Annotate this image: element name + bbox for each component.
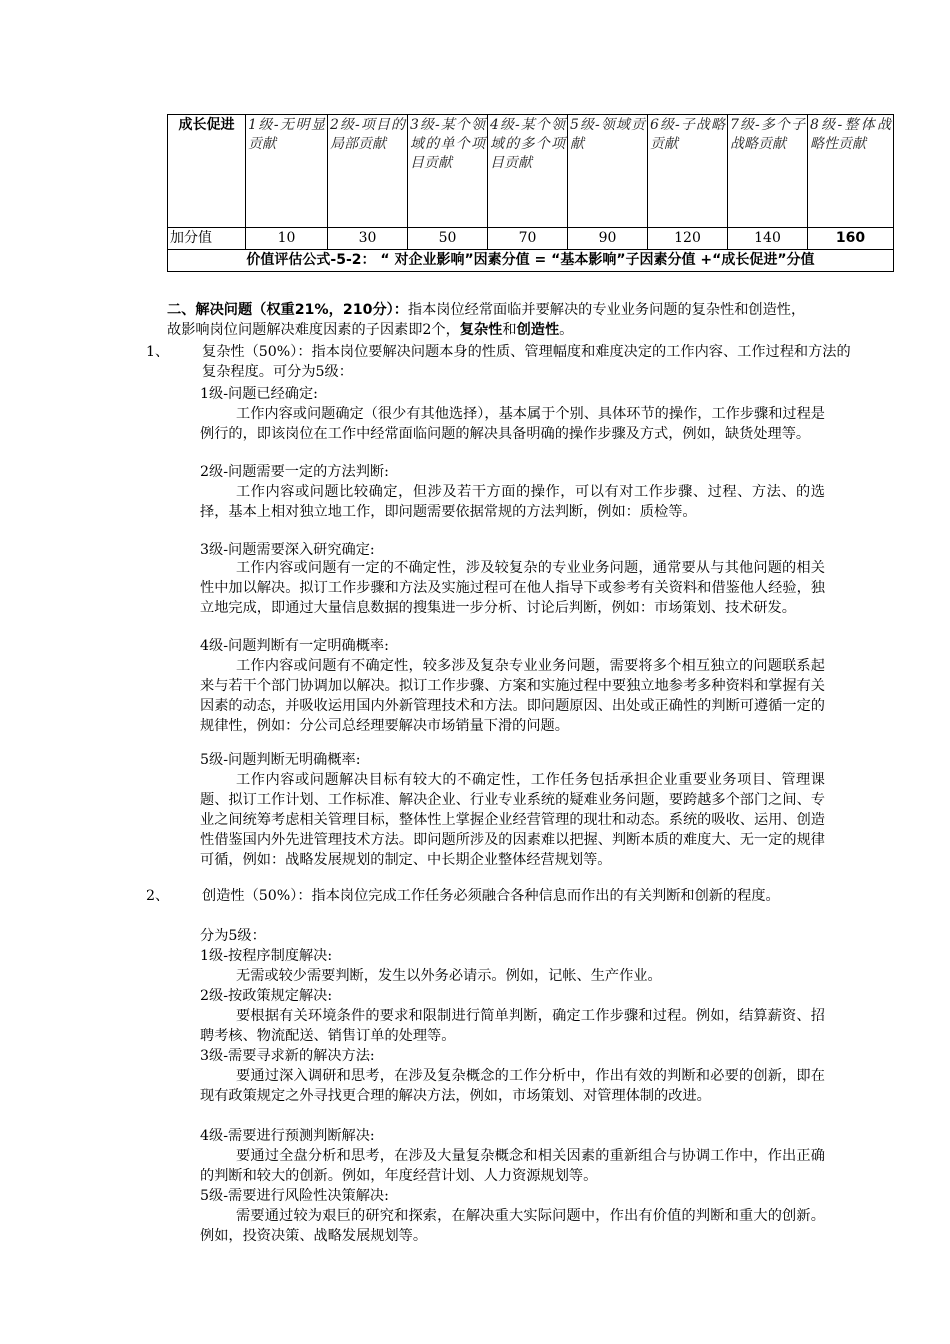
complexity-level-head: 1级-问题已经确定: [200, 386, 318, 402]
complexity-level-head: 4级-问题判断有一定明确概率: [200, 638, 389, 654]
bonus-row [168, 228, 894, 250]
level-cell: 4级-某个领域的多个项目贡献 [488, 115, 568, 228]
growth-row-header: 成长促进 [168, 115, 246, 228]
creativity-level-head: 2级-按政策规定解决: [200, 988, 333, 1004]
creativity-text: 创造性（50%）：指本岗位完成工作任务必须融合各种信息而作出的有关判断和创新的程度。 [202, 888, 780, 904]
section-intro [167, 300, 817, 340]
creativity-sub: 分为5级： [200, 928, 266, 944]
bonus-value: 10 [246, 228, 328, 250]
complexity-level-body: 工作内容或问题比较确定，但涉及若干方面的操作，可以有对工作步骤、过程、方法、的选择，基本上相对独立地工作，即问题需要依据常规的方法判断，例如：质检等。 [200, 484, 825, 520]
bonus-value: 160 [808, 228, 894, 250]
complexity-level-body: 工作内容或问题确定（很少有其他选择），基本属于个别、具体环节的操作，工作步骤和过程是例行的，即该岗位在工作中经常面临问题的解决具备明确的操作步骤及方式，例如，缺货处理等。 [200, 406, 825, 442]
complexity-item [146, 342, 852, 382]
growth-score-table [167, 114, 894, 272]
level-cell: 2级-项目的局部贡献 [328, 115, 408, 228]
section-intro-end: 。 [559, 322, 574, 338]
section-title: 二、解决问题（权重21%，210分）： [167, 302, 408, 318]
complexity-level-head: 2级-问题需要一定的方法判断: [200, 464, 389, 480]
creativity-term: 创造性 [516, 322, 560, 338]
creativity-level-body: 要通过深入调研和思考，在涉及复杂概念的工作分析中，作出有效的判断和必要的创新，即在现有政策规定之外寻找更合理的解决方法，例如，市场策划、对管理体制的改进。 [200, 1068, 825, 1104]
growth-levels-row [168, 115, 894, 228]
bonus-value: 70 [488, 228, 568, 250]
bonus-value: 30 [328, 228, 408, 250]
level-cell: 8级-整体战略性贡献 [808, 115, 894, 228]
creativity-level-body: 要通过全盘分析和思考，在涉及大量复杂概念和相关因素的重新组合与协调工作中，作出正确的判断和较大的创新。例如，年度经营计划、人力资源规划等。 [200, 1148, 825, 1184]
creativity-item [146, 886, 852, 906]
bonus-value: 120 [648, 228, 728, 250]
complexity-level-body: 工作内容或问题有不确定性，较多涉及复杂专业业务问题，需要将多个相互独立的问题联系起来与若干个部门协调加以解决。拟订工作步骤、方案和实施过程中要独立地参考多种资料和掌握有关因素的动态，并吸收运用国内外新管理技术和方法。即问题原因、出处或正确性的判断可遵循一定的规律性，例如：分公司总经理要解决市场销量下滑的问题。 [200, 658, 825, 734]
creativity-level-body: 要根据有关环境条件的要求和限制进行简单判断，确定工作步骤和过程。例如，结算薪资、招聘考核、物流配送、销售订单的处理等。 [200, 1008, 825, 1044]
complexity-num: 1、 [146, 344, 170, 360]
bonus-value: 50 [408, 228, 488, 250]
formula-row [168, 250, 894, 272]
level-cell: 3级-某个领域的单个项目贡献 [408, 115, 488, 228]
complexity-level-body: 工作内容或问题有一定的不确定性，涉及较复杂的专业业务问题，通常要从与其他问题的相关性中加以解决。拟订工作步骤和方法及实施过程可在他人指导下或参考有关资料和借鉴他人经验，独立地完成，即通过大量信息数据的搜集进一步分析、讨论后判断，例如：市场策划、技术研发。 [200, 560, 825, 616]
value-formula: 价值评估公式-5-2： “ 对企业影响”因素分值 = “基本影响”子因素分值 +“成长促进”分值 [168, 250, 894, 272]
complexity-term: 复杂性 [459, 322, 503, 338]
section-intro-and: 和 [502, 322, 517, 338]
level-cell: 6级-子战略贡献 [648, 115, 728, 228]
bonus-value: 140 [728, 228, 808, 250]
level-cell: 7级-多个子战略贡献 [728, 115, 808, 228]
creativity-level-head: 3级-需要寻求新的解决方法: [200, 1048, 375, 1064]
complexity-text: 复杂性（50%）：指本岗位要解决问题本身的性质、管理幅度和难度决定的工作内容、工作过程和方法的复杂程度。可分为5级： [202, 344, 851, 380]
bonus-value: 90 [568, 228, 648, 250]
creativity-level-head: 5级-需要进行风险性决策解决: [200, 1188, 389, 1204]
complexity-level-head: 3级-问题需要深入研究确定: [200, 542, 375, 558]
section-intro-text: 指本岗位经常面临并要解决的专业业务问题的复杂性和创造性，故影响岗位问题解决难度因素的子因素即2个， [167, 302, 806, 338]
creativity-level-head: 1级-按程序制度解决: [200, 948, 333, 964]
bonus-label: 加分值 [168, 228, 246, 250]
creativity-level-body: 无需或较少需要判断，发生以外务必请示。例如，记帐、生产作业。 [236, 968, 662, 984]
complexity-level-head: 5级-问题判断无明确概率: [200, 752, 361, 768]
complexity-level-body: 工作内容或问题解决目标有较大的不确定性，工作任务包括承担企业重要业务项目、管理课题、拟订工作计划、工作标准、解决企业、行业专业系统的疑难业务问题，要跨越多个部门之间、专业之间统筹考虑相关管理目标，整体性上掌握企业经营管理的现壮和动态。系统的吸收、运用、创造性借鉴国内外先进管理技术方法。即问题所涉及的因素难以把握、判断本质的难度大、无一定的规律可循，例如：战略发展规划的制定、中长期企业整体经营规划等。 [200, 772, 825, 868]
level-cell: 5级-领域贡献 [568, 115, 648, 228]
level-cell: 1级-无明显贡献 [246, 115, 328, 228]
creativity-level-body: 需要通过较为艰巨的研究和探索，在解决重大实际问题中，作出有价值的判断和重大的创新。例如，投资决策、战略发展规划等。 [200, 1208, 825, 1244]
creativity-level-head: 4级-需要进行预测判断解决: [200, 1128, 375, 1144]
creativity-num: 2、 [146, 888, 170, 904]
